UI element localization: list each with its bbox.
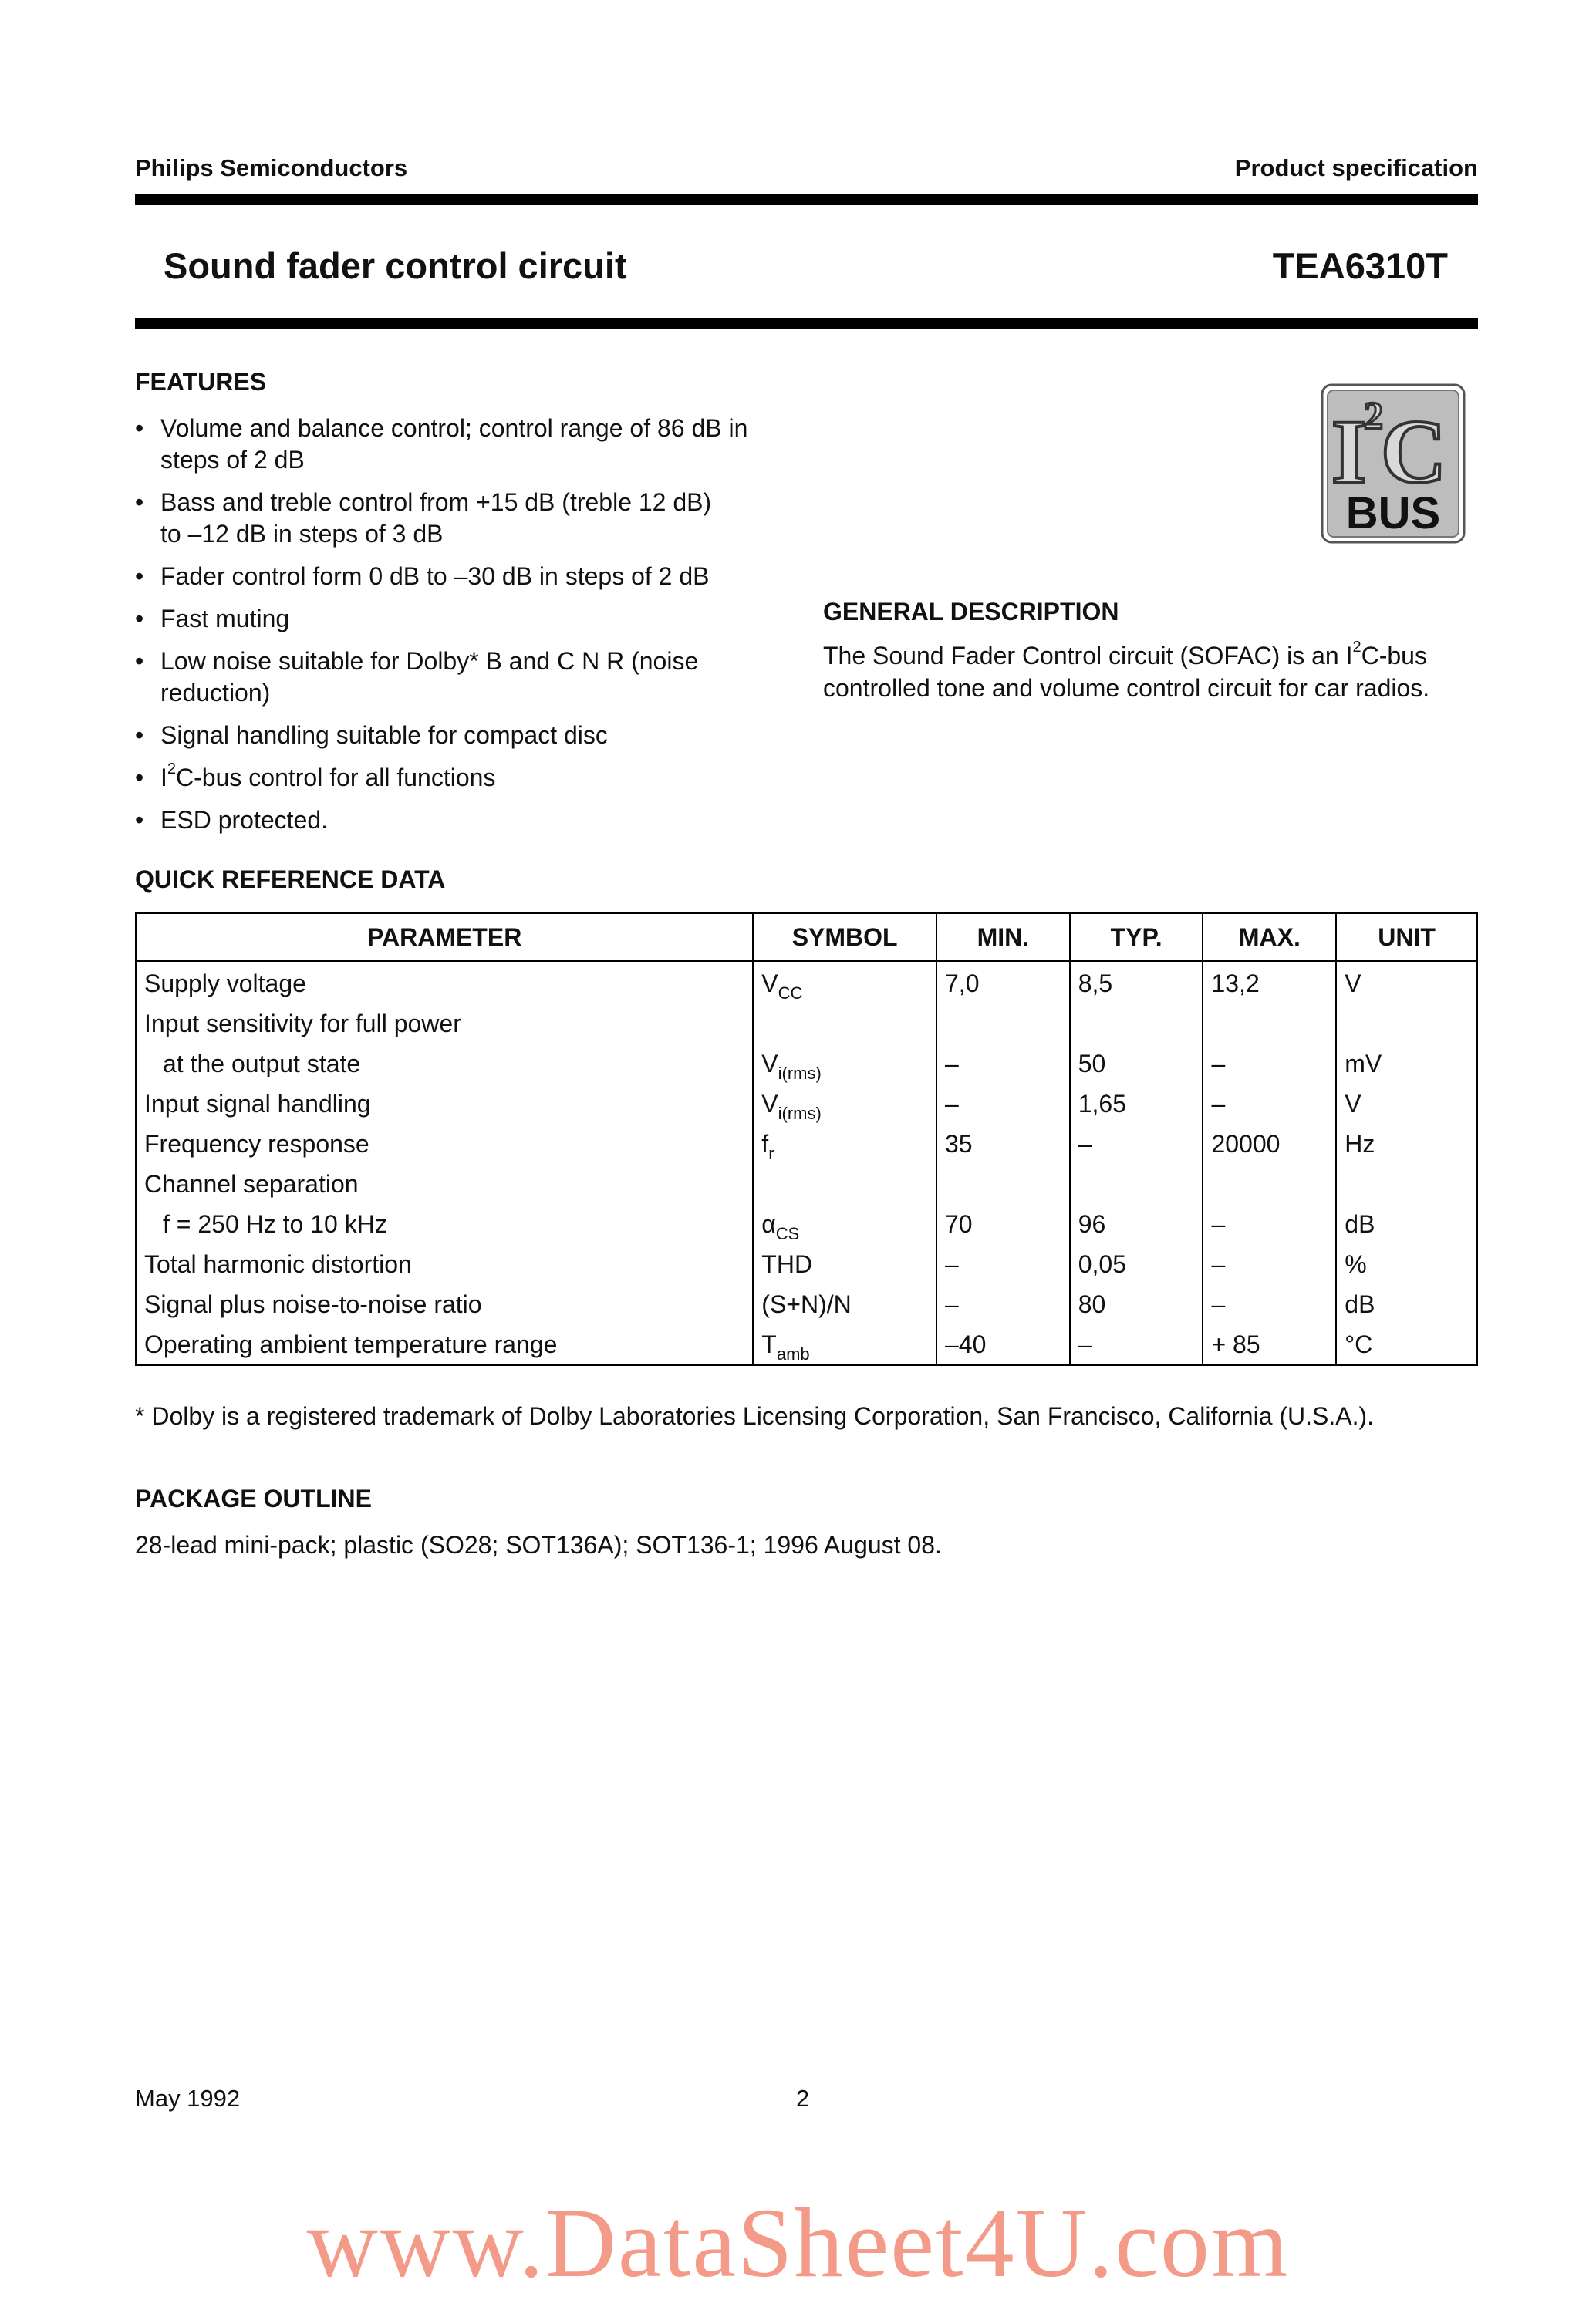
- parameter-cell: Supply voltage: [136, 961, 753, 1003]
- max-cell: –: [1203, 1244, 1336, 1284]
- symbol-cell: $V_{CC}$: [753, 961, 936, 1003]
- svg-text:I: I: [1331, 401, 1367, 502]
- unit-cell: mV: [1336, 1044, 1477, 1084]
- svg-text:BUS: BUS: [1345, 488, 1441, 538]
- table-row: [136, 1044, 1477, 1084]
- column-header: PARAMETER: [136, 913, 753, 961]
- quick-reference-table: [135, 912, 1478, 1366]
- min-cell: 70: [936, 1204, 1070, 1244]
- unit-cell: Hz: [1336, 1124, 1477, 1164]
- typ-cell: 0,05: [1070, 1244, 1203, 1284]
- unit-cell: dB: [1336, 1284, 1477, 1324]
- unit-cell: V: [1336, 1084, 1477, 1124]
- unit-cell: [1336, 1003, 1477, 1044]
- unit-cell: V: [1336, 961, 1477, 1003]
- typ-cell: 8,5: [1070, 961, 1203, 1003]
- features-heading: FEATURES: [135, 368, 267, 396]
- table-row: [136, 1084, 1477, 1124]
- min-cell: –40: [936, 1324, 1070, 1365]
- table-row: [136, 1324, 1477, 1365]
- max-cell: –: [1203, 1284, 1336, 1324]
- column-header: TYP.: [1070, 913, 1203, 961]
- feature-item: • Bass and treble control from +15 dB (treble 12 dB) to –12 dB in steps of 3 dB: [135, 487, 791, 550]
- typ-cell: [1070, 1164, 1203, 1204]
- symbol-cell: $V_{i(rms)}$: [753, 1044, 936, 1084]
- min-cell: –: [936, 1244, 1070, 1284]
- general-description-heading: GENERAL DESCRIPTION: [823, 598, 1119, 626]
- symbol-cell: $T_{amb}$: [753, 1324, 936, 1365]
- company-name: Philips Semiconductors: [135, 154, 408, 181]
- table-row: [136, 1204, 1477, 1244]
- min-cell: 35: [936, 1124, 1070, 1164]
- parameter-cell: Channel separation: [136, 1164, 753, 1204]
- header-rule-bottom: [135, 318, 1478, 329]
- typ-cell: –: [1070, 1324, 1203, 1365]
- max-cell: + 85: [1203, 1324, 1336, 1365]
- unit-cell: °C: [1336, 1324, 1477, 1365]
- table-row: [136, 1164, 1477, 1204]
- parameter-cell: Input signal handling: [136, 1084, 753, 1124]
- symbol-cell: (S+N)/N: [753, 1284, 936, 1324]
- parameter-cell: Frequency response: [136, 1124, 753, 1164]
- part-number: TEA6310T: [1272, 245, 1448, 286]
- feature-item: • Low noise suitable for Dolby* B and C N R (noise reduction): [135, 646, 791, 709]
- symbol-cell: [753, 1003, 936, 1044]
- min-cell: –: [936, 1284, 1070, 1324]
- svg-text:C: C: [1381, 401, 1447, 502]
- document-type: Product specification: [1234, 154, 1478, 181]
- min-cell: [936, 1164, 1070, 1204]
- feature-item: • ESD protected.: [135, 804, 791, 836]
- header-rule-top: [135, 194, 1478, 205]
- symbol-cell: $\alpha_{CS}$: [753, 1204, 936, 1244]
- i2c-bus-logo-icon: [1321, 383, 1466, 544]
- max-cell: –: [1203, 1044, 1336, 1084]
- min-cell: –: [936, 1044, 1070, 1084]
- feature-item: • Fast muting: [135, 603, 791, 635]
- table-row: [136, 961, 1477, 1003]
- max-cell: –: [1203, 1084, 1336, 1124]
- parameter-cell: Signal plus noise-to-noise ratio: [136, 1284, 753, 1324]
- max-cell: [1203, 1003, 1336, 1044]
- page-title: Sound fader control circuit: [164, 245, 627, 286]
- max-cell: –: [1203, 1204, 1336, 1244]
- typ-cell: 50: [1070, 1044, 1203, 1084]
- feature-item: • Volume and balance control; control range of 86 dB in steps of 2 dB: [135, 413, 791, 476]
- unit-cell: %: [1336, 1244, 1477, 1284]
- watermark: www.DataSheet4U.com: [306, 2188, 1290, 2298]
- symbol-cell: $f_r$: [753, 1124, 936, 1164]
- dolby-footnote: * Dolby is a registered trademark of Dolby Laboratories Licensing Corporation, San Francisco, California (U.S.A.).: [135, 1402, 1375, 1430]
- min-cell: 7,0: [936, 961, 1070, 1003]
- parameter-cell: at the output state: [136, 1044, 753, 1084]
- typ-cell: 80: [1070, 1284, 1203, 1324]
- min-cell: [936, 1003, 1070, 1044]
- max-cell: 13,2: [1203, 961, 1336, 1003]
- min-cell: –: [936, 1084, 1070, 1124]
- package-outline-heading: PACKAGE OUTLINE: [135, 1485, 372, 1513]
- table-row: [136, 1003, 1477, 1044]
- unit-cell: [1336, 1164, 1477, 1204]
- symbol-cell: $V_{i(rms)}$: [753, 1084, 936, 1124]
- column-header: SYMBOL: [753, 913, 936, 961]
- parameter-cell: Input sensitivity for full power: [136, 1003, 753, 1044]
- typ-cell: [1070, 1003, 1203, 1044]
- quick-reference-heading: QUICK REFERENCE DATA: [135, 865, 446, 893]
- feature-item: • Signal handling suitable for compact disc: [135, 720, 791, 751]
- column-header: MAX.: [1203, 913, 1336, 961]
- parameter-cell: f = 250 Hz to 10 kHz: [136, 1204, 753, 1244]
- unit-cell: dB: [1336, 1204, 1477, 1244]
- table-row: [136, 1244, 1477, 1284]
- feature-item: • Fader control form 0 dB to –30 dB in steps of 2 dB: [135, 561, 791, 592]
- page-number: 2: [796, 2085, 810, 2112]
- table-row: [136, 1284, 1477, 1324]
- package-outline-text: 28-lead mini-pack; plastic (SO28; SOT136A); SOT136-1; 1996 August 08.: [135, 1531, 942, 1559]
- parameter-cell: Total harmonic distortion: [136, 1244, 753, 1284]
- typ-cell: 1,65: [1070, 1084, 1203, 1124]
- typ-cell: –: [1070, 1124, 1203, 1164]
- general-description-text: The Sound Fader Control circuit (SOFAC) is an $I^2C$-bus controlled tone and volume control circuit for car radios.: [823, 639, 1430, 702]
- table-header-row: [136, 913, 1477, 961]
- column-header: MIN.: [936, 913, 1070, 961]
- features-list: [135, 413, 791, 847]
- max-cell: [1203, 1164, 1336, 1204]
- feature-item: • $I^2C$-bus control for all functions: [135, 762, 791, 794]
- parameter-cell: Operating ambient temperature range: [136, 1324, 753, 1365]
- footer-date: May 1992: [135, 2085, 241, 2112]
- typ-cell: 96: [1070, 1204, 1203, 1244]
- column-header: UNIT: [1336, 913, 1477, 961]
- table-row: [136, 1124, 1477, 1164]
- symbol-cell: [753, 1164, 936, 1204]
- max-cell: 20000: [1203, 1124, 1336, 1164]
- symbol-cell: THD: [753, 1244, 936, 1284]
- svg-text:2: 2: [1364, 393, 1383, 437]
